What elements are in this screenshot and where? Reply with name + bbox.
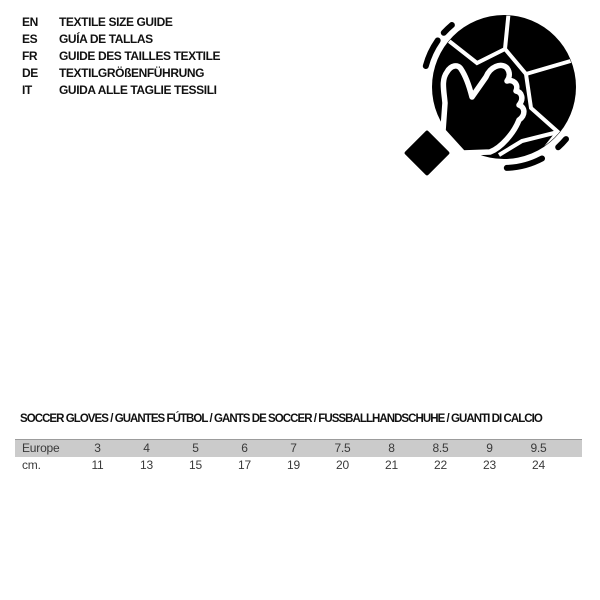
language-code: ES — [22, 32, 38, 46]
language-label: TEXTILGRÖßENFÜHRUNG — [59, 66, 205, 80]
size-value: 6 — [241, 441, 248, 455]
language-label: TEXTILE SIZE GUIDE — [59, 15, 173, 29]
size-value: 8.5 — [432, 441, 449, 455]
size-value: 8 — [388, 441, 395, 455]
size-value: 3 — [94, 441, 101, 455]
language-row-de — [22, 65, 220, 82]
cm-value: 17 — [238, 458, 251, 472]
goalkeeper-glove-ball-icon — [395, 5, 595, 205]
language-code: FR — [22, 49, 38, 63]
size-value: 7 — [290, 441, 297, 455]
row-label-cm: cm. — [22, 458, 41, 472]
language-code: DE — [22, 66, 38, 80]
language-label: GUIDA ALLE TAGLIE TESSILI — [59, 83, 217, 97]
cm-value: 20 — [336, 458, 349, 472]
cm-value: 11 — [91, 458, 104, 472]
cm-value: 19 — [287, 458, 300, 472]
language-label: GUÍA DE TALLAS — [59, 32, 153, 46]
goalkeeper-glove-ball-icon-svg — [395, 5, 595, 205]
cm-value: 15 — [189, 458, 202, 472]
language-code: EN — [22, 15, 38, 29]
language-row-it — [22, 82, 220, 99]
size-table — [15, 439, 582, 474]
language-row-es — [22, 31, 220, 48]
size-value: 5 — [192, 441, 199, 455]
cm-value: 24 — [532, 458, 545, 472]
language-row-fr — [22, 48, 220, 65]
size-value: 7.5 — [334, 441, 351, 455]
language-label: GUIDE DES TAILLES TEXTILE — [59, 49, 221, 63]
size-table-cm-row — [15, 457, 582, 474]
size-chart-title: SOCCER GLOVES / GUANTES FÚTBOL / GANTS DE SOCCER / FUSSBALLHANDSCHUHE / GUANTI DI CALCIO — [20, 413, 542, 425]
size-value: 9.5 — [530, 441, 547, 455]
size-value: 9 — [486, 441, 493, 455]
size-value: 4 — [143, 441, 150, 455]
cm-value: 22 — [434, 458, 447, 472]
language-code: IT — [22, 83, 32, 97]
cm-value: 21 — [385, 458, 398, 472]
language-row-en — [22, 14, 220, 31]
cm-value: 13 — [140, 458, 153, 472]
size-table-header-row — [15, 439, 582, 457]
cm-value: 23 — [483, 458, 496, 472]
language-list — [22, 14, 220, 99]
row-label-europe: Europe — [22, 441, 60, 455]
